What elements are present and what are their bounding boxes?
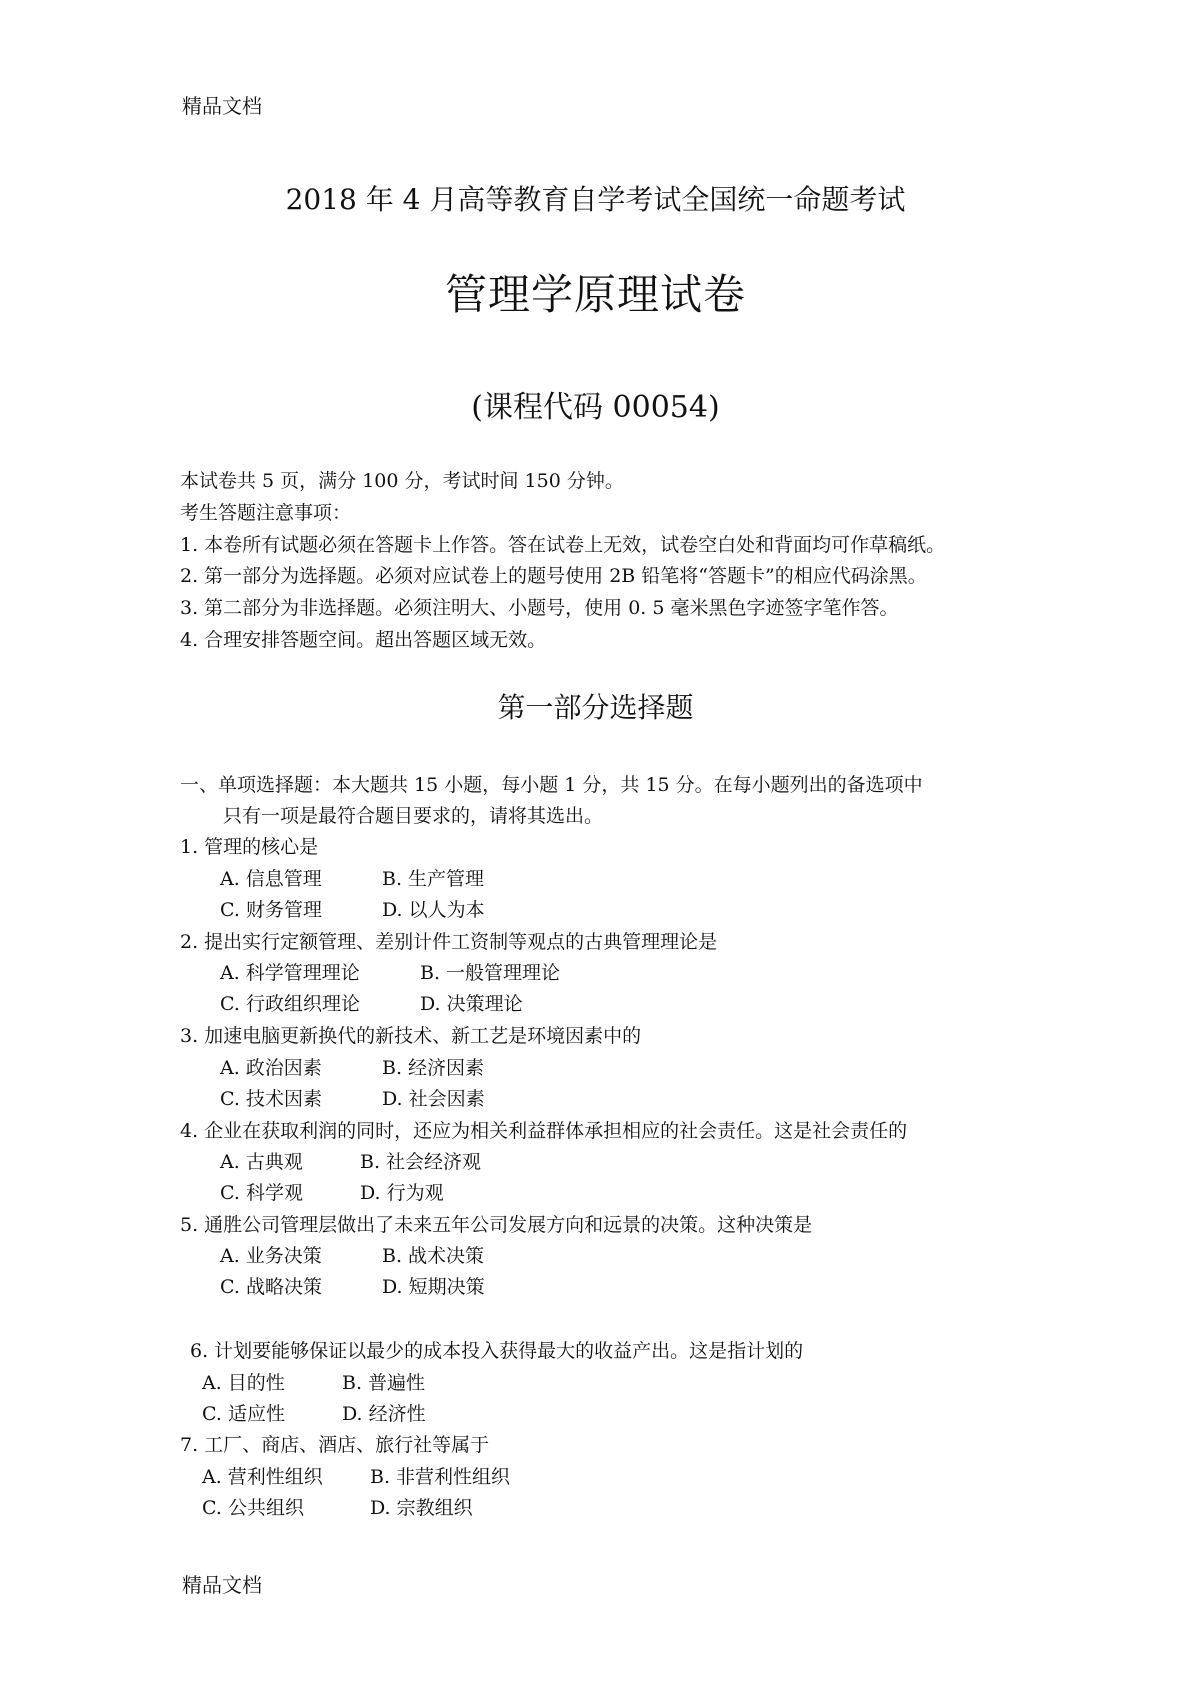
paper-title: 管理学原理试卷 <box>444 270 746 319</box>
option: A. 信息管理 <box>220 868 322 890</box>
option-row <box>202 1464 510 1490</box>
option-row <box>220 1243 484 1269</box>
course-code: (课程代码 00054) <box>471 390 720 425</box>
option: A. 科学管理理论 <box>220 962 360 984</box>
option: A. 目的性 <box>202 1372 285 1394</box>
option: B. 战术决策 <box>382 1245 485 1267</box>
question-stem: 3. 加速电脑更新换代的新技术、新工艺是环境因素中的 <box>180 1025 642 1047</box>
option-row <box>220 1149 481 1175</box>
option: B. 经济因素 <box>382 1057 485 1079</box>
option-row <box>202 1370 425 1396</box>
option: C. 行政组织理论 <box>220 993 360 1015</box>
option: D. 宗教组织 <box>370 1497 473 1519</box>
option: D. 行为观 <box>360 1182 444 1204</box>
part-one-title: 第一部分选择题 <box>497 691 694 724</box>
question-stem: 4. 企业在获取利润的同时，还应为相关利益群体承担相应的社会责任。这是社会责任的 <box>180 1120 908 1142</box>
option: C. 财务管理 <box>220 899 322 921</box>
option-row <box>220 1055 484 1081</box>
option: C. 战略决策 <box>220 1276 322 1298</box>
option-row <box>202 1495 473 1521</box>
option: A. 古典观 <box>220 1151 303 1173</box>
option: D. 短期决策 <box>382 1276 485 1298</box>
notice-item: 3. 第二部分为非选择题。必须注明大、小题号，使用 0. 5 毫米黑色字迹签字笔作答。 <box>180 597 899 619</box>
option: A. 营利性组织 <box>202 1466 323 1488</box>
option: B. 生产管理 <box>382 868 485 890</box>
exam-summary: 本试卷共 5 页，满分 100 分，考试时间 150 分钟。 <box>180 470 624 492</box>
option-row <box>220 1086 485 1112</box>
option: B. 社会经济观 <box>360 1151 482 1173</box>
option: B. 一般管理理论 <box>420 962 561 984</box>
section-intro: 一、单项选择题：本大题共 15 小题，每小题 1 分，共 15 分。在每小题列出的备选项中 <box>180 774 923 796</box>
option: B. 普遍性 <box>342 1372 426 1394</box>
notice-heading: 考生答题注意事项： <box>180 502 352 524</box>
question-stem: 5. 通胜公司管理层做出了未来五年公司发展方向和远景的决策。这种决策是 <box>180 1214 813 1236</box>
option: C. 科学观 <box>220 1182 303 1204</box>
question-stem: 7. 工厂、商店、酒店、旅行社等属于 <box>180 1434 490 1456</box>
option-row <box>220 866 484 892</box>
option: D. 经济性 <box>342 1403 426 1425</box>
section-intro-continued: 只有一项是最符合题目要求的，请将其选出。 <box>223 805 604 827</box>
option: D. 社会因素 <box>382 1088 485 1110</box>
option: A. 业务决策 <box>220 1245 322 1267</box>
option: C. 适应性 <box>202 1403 285 1425</box>
option: A. 政治因素 <box>220 1057 322 1079</box>
option-row <box>220 960 560 986</box>
option: C. 技术因素 <box>220 1088 322 1110</box>
notice-item: 1. 本卷所有试题必须在答题卡上作答。答在试卷上无效，试卷空白处和背面均可作草稿纸。 <box>180 534 946 556</box>
header-watermark: 精品文档 <box>182 94 262 118</box>
option: D. 以人为本 <box>382 899 485 921</box>
notice-item: 4. 合理安排答题空间。超出答题区域无效。 <box>180 629 547 651</box>
footer-watermark: 精品文档 <box>182 1573 262 1597</box>
exam-title: 2018 年 4 月高等教育自学考试全国统一命题考试 <box>285 183 906 216</box>
option: C. 公共组织 <box>202 1497 304 1519</box>
notice-item: 2. 第一部分为选择题。必须对应试卷上的题号使用 2B 铅笔将“答题卡”的相应代码涂黑。 <box>180 565 927 587</box>
option-row <box>220 991 523 1017</box>
question-stem: 2. 提出实行定额管理、差别计件工资制等观点的古典管理理论是 <box>180 931 718 953</box>
option-row <box>202 1401 426 1427</box>
option-row <box>220 1274 485 1300</box>
option: B. 非营利性组织 <box>370 1466 511 1488</box>
option-row <box>220 897 485 923</box>
question-stem: 1. 管理的核心是 <box>180 836 319 858</box>
option-row <box>220 1180 444 1206</box>
option: D. 决策理论 <box>420 993 523 1015</box>
question-stem: 6. 计划要能够保证以最少的成本投入获得最大的收益产出。这是指计划的 <box>190 1340 804 1362</box>
